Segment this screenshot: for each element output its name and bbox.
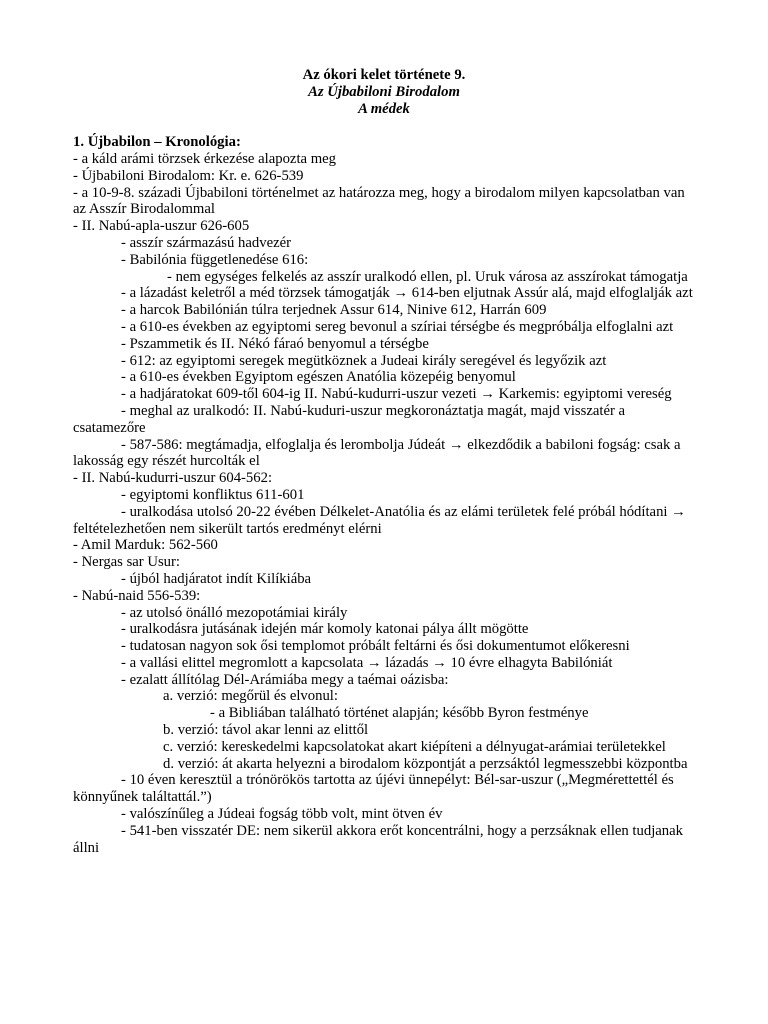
list-item: - uralkodásra jutásának idején már komoly katonai pálya állt mögötte — [121, 621, 529, 638]
list-item: - a vallási elittel megromlott a kapcsolata → lázadás → 10 évre elhagyta Babilóniát — [121, 654, 613, 671]
list-item: - 10 éven keresztül a trónörökös tartotta az újévi ünnepélyt: Bél-sar-uszur („Megmérettettél és könnyűnek találtattál.”) — [73, 772, 674, 806]
list-item: - a 10-9-8. századi Újbabiloni történelmet az határozza meg, hogy a birodalom milyen kapcsolatban van az Asszír Birodalommal — [73, 184, 685, 218]
spacer — [73, 117, 695, 134]
document-subtitle: Az Újbabiloni Birodalom — [308, 83, 460, 100]
list-item: - ezalatt állítólag Dél-Arámiába megy a taémai oázisba: — [121, 671, 449, 688]
list-item: - a káld arámi törzsek érkezése alapozta meg — [73, 150, 337, 167]
list-item: - a harcok Babilónián túlra terjednek Assur 614, Ninive 612, Harrán 609 — [121, 302, 547, 319]
document-subtitle-secondary: A médek — [358, 100, 410, 117]
list-item: - a Bibliában található történet alapján; később Byron festménye — [210, 705, 589, 722]
list-item: - Amil Marduk: 562-560 — [73, 537, 218, 554]
list-item: - Nabú-naid 556-539: — [73, 587, 201, 604]
list-item: b. verzió: távol akar lenni az elittől — [163, 722, 369, 739]
list-item: - meghal az uralkodó: II. Nabú-kuduri-uszur megkoronáztatja magát, majd visszatér a csatamezőre — [73, 402, 626, 436]
list-item: - a lázadást keletről a méd törzsek támogatják → 614-ben eljutnak Assúr alá, majd elfoglalják azt — [121, 285, 693, 302]
list-item: - Újbabiloni Birodalom: Kr. e. 626-539 — [73, 167, 304, 184]
section-title: 1. Újbabilon – Kronológia: — [73, 134, 241, 151]
list-item: - a 610-es években Egyiptom egészen Anatólia közepéig benyomul — [121, 369, 516, 386]
chronology-list — [73, 151, 695, 856]
document-page — [73, 67, 695, 856]
list-item: - tudatosan nagyon sok ősi templomot próbált feltárni és ősi dokumentumot előkeresni — [121, 638, 630, 655]
list-item: - újból hadjáratot indít Kilíkiába — [121, 570, 312, 587]
list-item: - egyiptomi konfliktus 611-601 — [121, 486, 305, 503]
list-item: - Pszammetik és II. Nékó fáraó benyomul a térségbe — [121, 335, 429, 352]
list-item: - II. Nabú-kudurri-uszur 604-562: — [73, 470, 273, 487]
document-title: Az ókori kelet története 9. — [302, 67, 466, 83]
list-item: - II. Nabú-apla-uszur 626-605 — [73, 218, 250, 235]
list-item: - a 610-es években az egyiptomi sereg bevonul a szíriai térségbe és megpróbálja elfoglalni azt — [121, 318, 674, 335]
list-item: - 587-586: megtámadja, elfoglalja és lerombolja Júdeát → elkezdődik a babiloni fogság: csak a lakosság egy részét hurcolták el — [73, 436, 681, 470]
list-item: - nem egységes felkelés az asszír uralkodó ellen, pl. Uruk városa az asszírokat támogatja — [167, 268, 688, 285]
list-item: - 541-ben visszatér DE: nem sikerül akkora erőt koncentrálni, hogy a perzsáknak ellen tudjanak állni — [73, 822, 684, 856]
list-item: - uralkodása utolsó 20-22 évében Délkelet-Anatólia és az elámi területek felé próbál hódítani → feltételezhetően nem sikerült tartós eredményt elérni — [73, 503, 686, 537]
list-item: - asszír származású hadvezér — [121, 234, 292, 251]
list-item: d. verzió: át akarta helyezni a birodalom központját a perzsáktól legmesszebbi központba — [163, 755, 688, 772]
list-item: - 612: az egyiptomi seregek megütköznek a Judeai király seregével és legyőzik azt — [121, 352, 607, 369]
list-item: - valószínűleg a Júdeai fogság több volt, mint ötven év — [121, 806, 443, 823]
list-item: - a hadjáratokat 609-től 604-ig II. Nabú-kudurri-uszur vezeti → Karkemis: egyiptomi vereség — [121, 386, 672, 403]
list-item: a. verzió: megőrül és elvonul: — [163, 688, 338, 705]
list-item: - Babilónia függetlenedése 616: — [121, 251, 309, 268]
list-item: c. verzió: kereskedelmi kapcsolatokat akart kiépíteni a délnyugat-arámiai területekkel — [163, 738, 666, 755]
list-item: - az utolsó önálló mezopotámiai király — [121, 604, 348, 621]
list-item: - Nergas sar Usur: — [73, 554, 181, 571]
document-header — [73, 67, 695, 117]
